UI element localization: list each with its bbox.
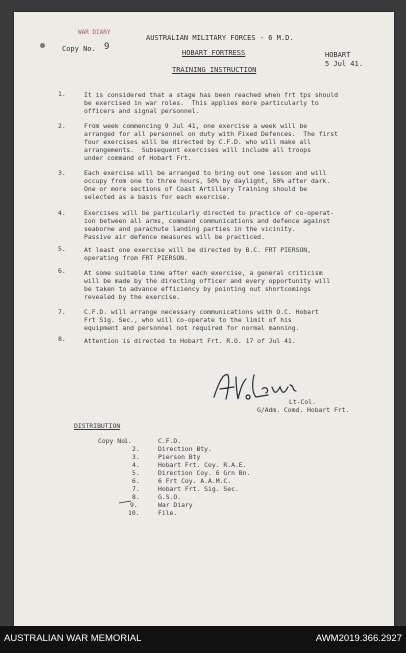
- paragraph-number: 2.: [58, 122, 66, 130]
- paragraph-line: selected as a basis for each exercise.: [84, 193, 231, 201]
- paragraph-number: 6.: [58, 267, 66, 275]
- paragraph-line: four exercises will be directed by C.F.D. who will make all: [84, 138, 312, 146]
- paragraph-number: 1.: [58, 90, 66, 98]
- unit-heading: AUSTRALIAN MILITARY FORCES - 6 M.D.: [146, 34, 294, 42]
- signatory-rank: Lt-Col.: [289, 398, 316, 406]
- location: HOBART: [325, 51, 351, 59]
- paragraph-line: revealed by the exercise.: [84, 293, 181, 301]
- paragraph-line: Frt Sig. Sec., who will co-operate to the limit of his: [84, 316, 292, 324]
- paragraph-line: officers and signal personnel.: [84, 107, 200, 115]
- document-page: [14, 12, 394, 626]
- distribution-recipient: Hobart Frt. Coy. R.A.E.: [158, 461, 247, 469]
- footer-institution: AUSTRALIAN WAR MEMORIAL: [4, 633, 142, 644]
- copy-label: Copy No.: [62, 45, 96, 53]
- distribution-recipient: War Diary: [158, 501, 193, 509]
- war-diary-stamp: WAR DIARY: [78, 29, 111, 36]
- distribution-row: 8.: [132, 493, 140, 501]
- paragraph-line: equipment and personnel not required for normal manning.: [84, 324, 300, 332]
- paragraph-number: 7.: [58, 308, 66, 316]
- paragraph-line: occupy from one to three hours, 50% by daylight, 50% after dark.: [84, 177, 331, 185]
- handwritten-signature: [210, 369, 300, 403]
- paragraph-line: Attention is directed to Hobart Frt. R.O. 17 of Jul 41.: [84, 337, 296, 345]
- distribution-recipient: Direction Coy. 6 Grn Bn.: [158, 469, 251, 477]
- punch-hole: [40, 43, 45, 48]
- archive-footer: [0, 626, 406, 653]
- distribution-heading: DISTRIBUTION: [74, 422, 121, 430]
- paragraph-line: ion between all arms, command communications and defence against: [84, 217, 331, 225]
- paragraph-line: C.F.D. will arrange necessary communications with O.C. Hobart: [84, 308, 319, 316]
- paragraph-line: Exercises will be particularly directed to practice of co-operat-: [84, 209, 335, 217]
- distribution-row: 7.: [132, 485, 140, 493]
- document-title: TRAINING INSTRUCTION: [172, 66, 257, 74]
- distribution-recipient: Direction Bty.: [158, 445, 212, 453]
- distribution-row: 6.: [132, 477, 140, 485]
- footer-accession-number: AWM2019.366.2927: [315, 633, 402, 644]
- paragraph-line: One or more sections of Coast Artillery Training should be: [84, 185, 308, 193]
- paragraph-line: At least one exercise will be directed by B.C. FRT PIERSON,: [84, 246, 312, 254]
- distribution-copy-label: Copy No: [98, 437, 125, 445]
- distribution-recipient: G.S.O.: [158, 493, 182, 501]
- paragraph-number: 5.: [58, 245, 66, 253]
- paragraph-line: It is considered that a stage has been reached when frt tps should: [84, 91, 338, 99]
- pen-tick-mark: [118, 498, 132, 506]
- distribution-row: 3.: [132, 453, 140, 461]
- paragraph-line: seaborne and parachute landing parties in the vicinity.: [84, 225, 296, 233]
- distribution-recipient: Pierson Bty: [158, 453, 201, 461]
- copy-number: 9: [104, 42, 110, 52]
- fortress-heading: HOBART FORTRESS: [182, 49, 246, 57]
- signatory-appointment: G/Adm. Comd. Hobart Frt.: [257, 406, 350, 414]
- paragraph-line: Each exercise will be arranged to bring out one lesson and will: [84, 169, 327, 177]
- distribution-row: 9.: [130, 501, 138, 509]
- distribution-recipient: 6 Frt Coy. A.A.M.C.: [158, 477, 232, 485]
- paragraph-number: 4.: [58, 209, 66, 217]
- distribution-row: 10.: [128, 509, 140, 517]
- paragraph-number: 3.: [58, 169, 66, 177]
- distribution-recipient: C.F.D.: [158, 437, 182, 445]
- paragraph-line: be exercised in war roles. This applies more particularly to: [84, 99, 319, 107]
- distribution-row: 2.: [132, 445, 140, 453]
- paragraph-line: will be made by the directing officer and every opportunity will: [84, 277, 331, 285]
- paragraph-line: From week commencing 9 Jul 41, one exercise a week will be: [84, 122, 308, 130]
- distribution-recipient: Hobart Frt. Sig. Sec.: [158, 485, 239, 493]
- paragraph-line: arrangements. Subsequent exercises will include all troops: [84, 146, 312, 154]
- distribution-row: 5.: [132, 469, 140, 477]
- paragraph-line: At some suitable time after each exercise, a general criticism: [84, 269, 323, 277]
- paragraph-line: under command of Hobart Frt.: [84, 154, 192, 162]
- paragraph-number: 8.: [58, 335, 66, 343]
- date: 5 Jul 41.: [325, 60, 363, 68]
- paragraph-line: operating from FRT PIERSON.: [84, 254, 188, 262]
- distribution-row: 4.: [132, 461, 140, 469]
- paragraph-line: be taken to advance efficiency by pointing out shortcomings: [84, 285, 312, 293]
- distribution-row: 1.: [124, 437, 132, 445]
- paragraph-line: Passive air defence measures will be practiced.: [84, 233, 265, 241]
- distribution-recipient: File.: [158, 509, 178, 517]
- paragraph-line: arranged for all personnel on duty with Fixed Defences. The first: [84, 130, 338, 138]
